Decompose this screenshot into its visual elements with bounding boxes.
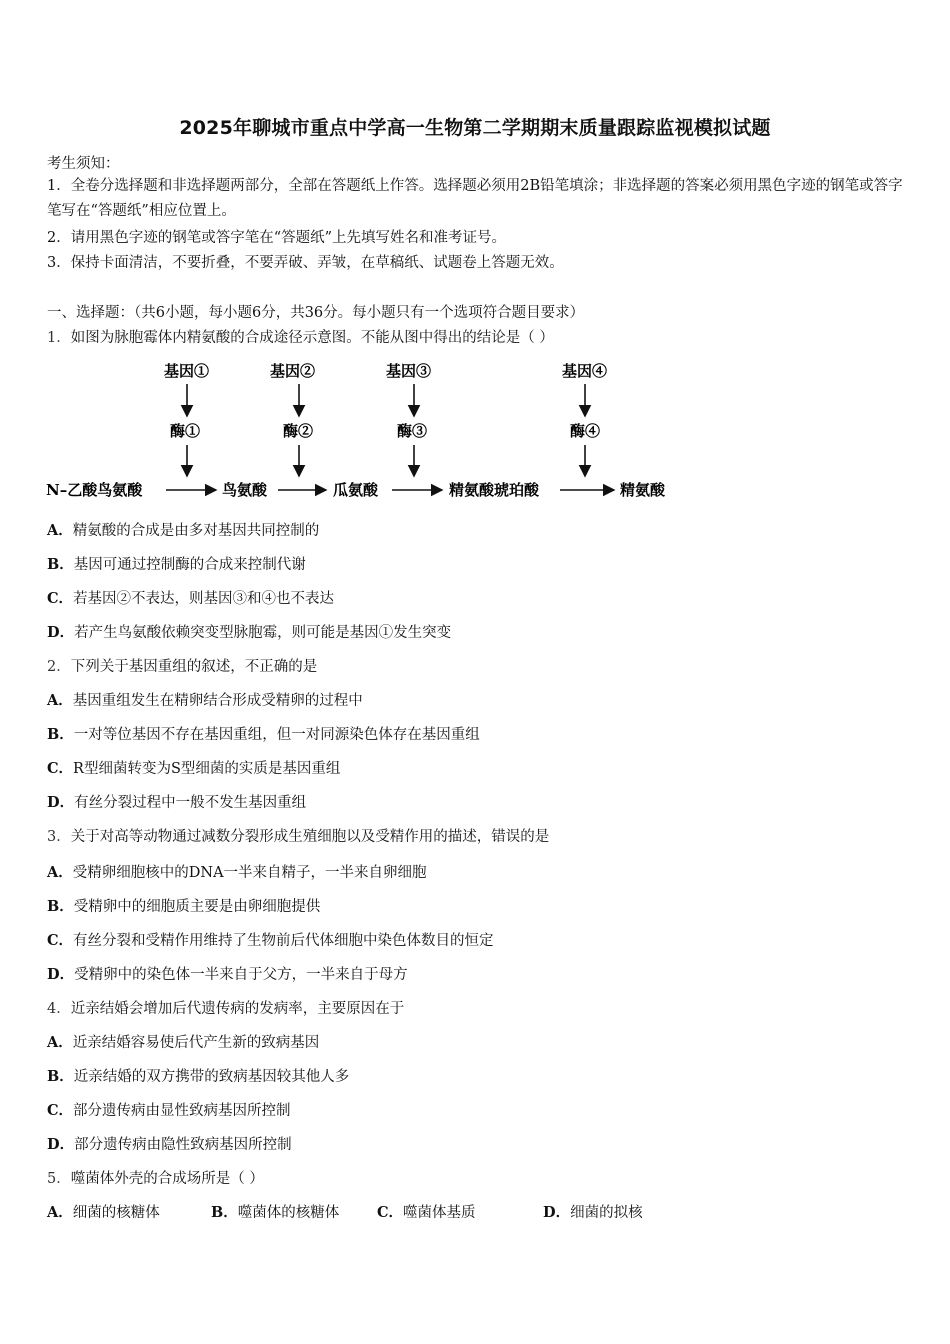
question-2-stem (47, 655, 317, 676)
q1-option-b: B．基因可通过控制酶的合成来控制代谢 (47, 556, 306, 573)
substance-arginine: 精氨酸 (620, 481, 666, 499)
q5-option-c: C．噬菌体基质 (377, 1204, 476, 1221)
question-1-stem (47, 326, 554, 347)
q1-option-c: C．若基因②不表达，则基因③和④也不表达 (47, 590, 335, 607)
question-text: 噬菌体外壳的合成场所是（ ） (70, 1171, 264, 1187)
q4-option-a: A．近亲结婚容易使后代产生新的致病基因 (47, 1034, 320, 1051)
question-text: 如图为脉胞霉体内精氨酸的合成途径示意图。不能从图中得出的结论是（ ） (70, 330, 554, 346)
enzyme-3-label: 酶③ (397, 422, 428, 440)
q4-option-d: D．部分遗传病由隐性致病基因所控制 (47, 1136, 292, 1153)
q3-option-c: C．有丝分裂和受精作用维持了生物前后代体细胞中染色体数目的恒定 (47, 932, 494, 949)
question-number: 4． (47, 1001, 71, 1017)
question-text: 关于对高等动物通过减数分裂形成生殖细胞以及受精作用的描述，错误的是 (70, 829, 550, 845)
q1-option-d: D．若产生鸟氨酸依赖突变型脉胞霉，则可能是基因①发生突变 (47, 624, 452, 641)
notice-item-3: 3．保持卡面清洁，不要折叠，不要弄破、弄皱，在草稿纸、试题卷上答题无效。 (47, 255, 564, 271)
substance-n-acetylornithine: N–乙酸鸟氨酸 (46, 481, 143, 499)
notice-item-2: 2．请用黑色字迹的钢笔或答字笔在“答题纸”上先填写姓名和准考证号。 (47, 230, 507, 246)
q3-option-a: A．受精卵细胞核中的DNA一半来自精子，一半来自卵细胞 (47, 864, 427, 881)
q5-options (47, 1201, 643, 1222)
q2-option-d: D．有丝分裂过程中一般不发生基因重组 (47, 794, 307, 811)
q5-option-d: D．细菌的拟核 (543, 1204, 643, 1221)
question-number: 1． (47, 330, 71, 346)
question-text: 下列关于基因重组的叙述，不正确的是 (70, 659, 318, 675)
arginine-pathway-diagram (40, 352, 690, 502)
page-title: 2025年聊城市重点中学高一生物第二学期期末质量跟踪监视模拟试题 (179, 117, 771, 139)
question-4-stem (47, 997, 404, 1018)
substance-argininosuccinate: 精氨酸琥珀酸 (449, 481, 540, 499)
notice-heading: 考生须知： (47, 156, 120, 172)
substance-ornithine: 鸟氨酸 (222, 481, 268, 499)
q5-option-b: B．噬菌体的核糖体 (211, 1204, 340, 1221)
q5-option-a: A．细菌的核糖体 (47, 1204, 160, 1221)
q3-option-b: B．受精卵中的细胞质主要是由卵细胞提供 (47, 898, 321, 915)
q2-option-b: B．一对等位基因不存在基因重组，但一对同源染色体存在基因重组 (47, 726, 480, 743)
q3-option-d: D．受精卵中的染色体一半来自于父方，一半来自于母方 (47, 966, 408, 983)
question-number: 3． (47, 829, 71, 845)
q4-option-b: B．近亲结婚的双方携带的致病基因较其他人多 (47, 1068, 350, 1085)
question-3-stem (47, 825, 549, 846)
section-heading: 一、选择题：（共6小题，每小题6分，共36分。每小题只有一个选项符合题目要求） (47, 305, 585, 321)
q2-option-c: C．R型细菌转变为S型细菌的实质是基因重组 (47, 760, 341, 777)
question-5-stem (47, 1167, 264, 1188)
question-text: 近亲结婚会增加后代遗传病的发病率，主要原因在于 (70, 1001, 405, 1017)
enzyme-1-label: 酶① (170, 422, 201, 440)
q2-option-a: A．基因重组发生在精卵结合形成受精卵的过程中 (47, 692, 363, 709)
gene-3-label: 基因③ (386, 362, 432, 380)
gene-1-label: 基因① (164, 362, 210, 380)
gene-4-label: 基因④ (562, 362, 608, 380)
substance-citrulline: 瓜氨酸 (333, 481, 379, 499)
question-number: 5． (47, 1171, 71, 1187)
enzyme-2-label: 酶② (283, 422, 314, 440)
q1-option-a: A．精氨酸的合成是由多对基因共同控制的 (47, 522, 320, 539)
notice-item-1: 1．全卷分选择题和非选择题两部分，全部在答题纸上作答。选择题必须用2B铅笔填涂；非选择题的答案必须用黑色字迹的钢笔或答字笔写在“答题纸”相应位置上。 (47, 178, 903, 219)
gene-2-label: 基因② (270, 362, 316, 380)
q4-option-c: C．部分遗传病由显性致病基因所控制 (47, 1102, 291, 1119)
question-number: 2． (47, 659, 71, 675)
enzyme-4-label: 酶④ (570, 422, 601, 440)
